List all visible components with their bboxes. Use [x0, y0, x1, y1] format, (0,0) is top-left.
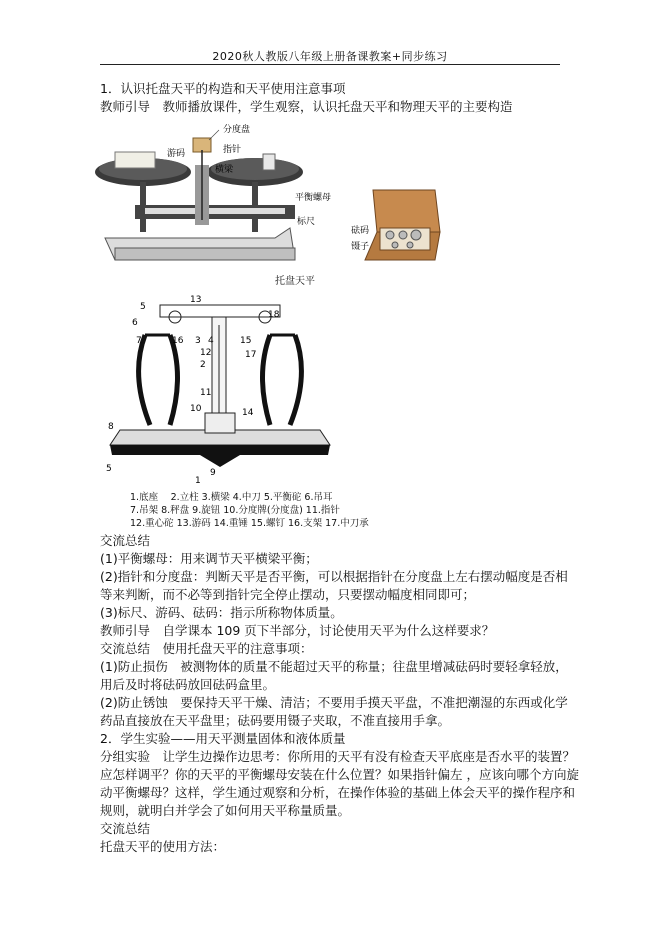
summary2-item: (1)防止损伤 被测物体的质量不能超过天平的称量；往盘里增减砝码时要轻拿轻放，: [100, 659, 568, 674]
section2-line: 应怎样调平？你的天平的平衡螺母安装在什么位置？如果指针偏左 ，应该向哪个方向旋: [100, 767, 579, 782]
summary3-title: 交流总结: [100, 821, 151, 836]
weights-box: [365, 190, 440, 260]
svg-text:12: 12: [200, 348, 212, 358]
section1-heading: 1．认识托盘天平的构造和天平使用注意事项: [100, 81, 346, 96]
label-beam: 横梁: [215, 165, 234, 175]
method-title: 托盘天平的使用方法：: [100, 839, 226, 854]
label-tweezers: 镊子: [351, 242, 370, 252]
svg-text:7: 7: [136, 336, 142, 346]
summary2-item: 用后及时将砝码放回砝码盒里。: [100, 677, 276, 692]
svg-text:3: 3: [195, 336, 201, 346]
svg-text:8: 8: [108, 422, 114, 432]
svg-text:15: 15: [240, 336, 252, 346]
svg-text:11: 11: [200, 388, 212, 398]
svg-text:4: 4: [208, 336, 214, 346]
svg-text:2: 2: [200, 360, 206, 370]
summary2-title: 交流总结 使用托盘天平的注意事项：: [100, 641, 313, 656]
figure2-legend-line-3: 12.重心砣 13.游码 14.重锤 15.螺钉 16.支架 17.中刀承: [130, 518, 369, 529]
svg-text:10: 10: [190, 404, 202, 414]
svg-text:17: 17: [245, 350, 257, 360]
svg-text:9: 9: [210, 468, 216, 478]
figure2-legend-line-1: 1.底座 2.立柱 3.横梁 4.中刀 5.平衡砣 6.吊耳: [130, 492, 333, 503]
physical-balance-figure: [100, 295, 340, 490]
label-slider: 游码: [167, 149, 186, 159]
svg-text:13: 13: [190, 295, 202, 305]
svg-text:6: 6: [132, 318, 138, 328]
section2-line: 规则，就明白并学会了如何用天平称量质量。: [100, 803, 351, 818]
label-weights: 砝码: [351, 226, 370, 236]
label-dial: 分度盘: [223, 125, 251, 135]
figure1-caption: 托盘天平: [275, 276, 315, 287]
section2-line: 分组实验 让学生边操作边思考：你所用的天平有没有检查天平底座是否水平的装置？: [100, 749, 576, 764]
header-rule: [100, 64, 560, 65]
summary1-item: (3)标尺、游码、砝码：指示所称物体质量。: [100, 605, 343, 620]
summary2-item: (2)防止锈蚀 要保持天平干燥、清洁；不要用手摸天平盘，不准把潮湿的东西或化学: [100, 695, 568, 710]
svg-text:5: 5: [106, 464, 112, 474]
teacher-guide-2: 教师引导 自学课本 109 页下半部分，讨论使用天平为什么这样要求？: [100, 623, 495, 638]
summary1-item: (1)平衡螺母：用来调节天平横梁平衡；: [100, 551, 318, 566]
summary1-item: 等来判断，而不必等到指针完全停止摆动，只要摆动幅度相同即可；: [100, 587, 476, 602]
label-scale: 标尺: [297, 217, 316, 227]
page-header: 2020秋人教版八年级上册备课教案+同步练习: [212, 50, 448, 63]
svg-text:18: 18: [268, 310, 280, 320]
label-pointer: 指针: [223, 145, 242, 155]
label-nut: 平衡螺母: [295, 193, 332, 203]
svg-text:14: 14: [242, 408, 254, 418]
figure2-legend-line-2: 7.吊架 8.秤盘 9.旋钮 10.分度牌(分度盘) 11.指针: [130, 505, 340, 516]
section2-heading: 2．学生实验——用天平测量固体和液体质量: [100, 731, 346, 746]
section2-line: 动平衡螺母？这样，学生通过观察和分析，在操作体验的基础上体会天平的操作程序和: [100, 785, 576, 800]
tray-balance-figure: [95, 120, 445, 290]
svg-text:1: 1: [195, 476, 201, 486]
summary1-item: (2)指针和分度盘：判断天平是否平衡，可以根据指针在分度盘上左右摆动幅度是否相: [100, 569, 568, 584]
summary2-item: 药品直接放在天平盘里；砝码要用镊子夹取，不准直接用手拿。: [100, 713, 451, 728]
svg-text:5: 5: [140, 302, 146, 312]
summary1-title: 交流总结: [100, 533, 151, 548]
section1-guide: 教师引导 教师播放课件，学生观察，认识托盘天平和物理天平的主要构造: [100, 99, 513, 114]
svg-text:16: 16: [172, 336, 184, 346]
